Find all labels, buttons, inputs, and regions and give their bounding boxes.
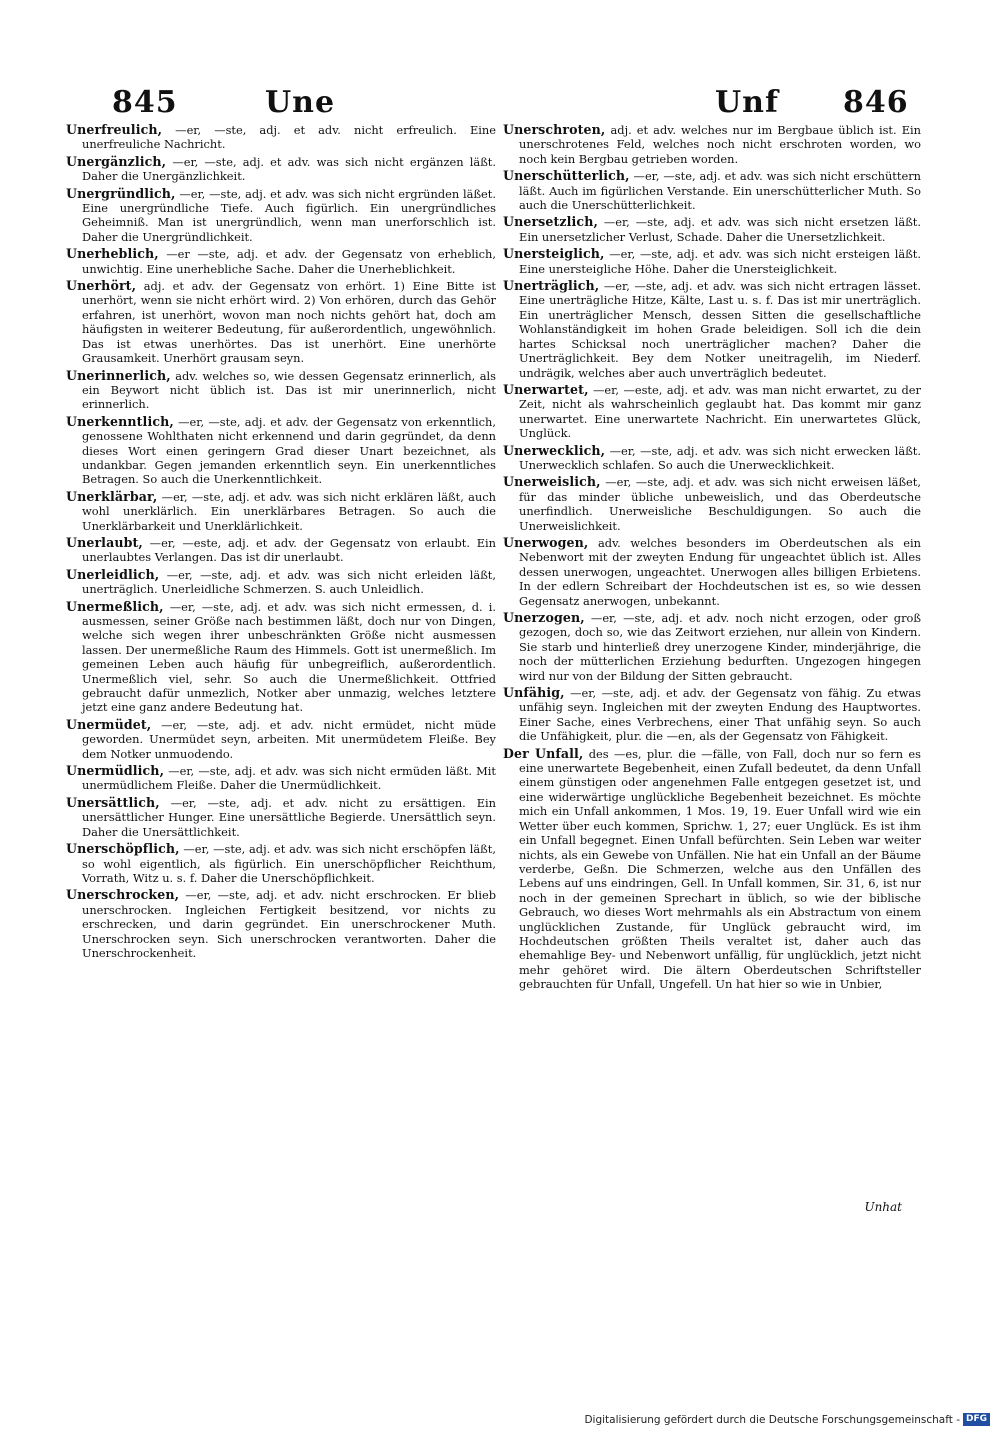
entry-headword: Unermeßlich, xyxy=(66,598,164,614)
page-number-right: 846 xyxy=(843,85,909,120)
entry-headword: Der Unfall, xyxy=(503,745,584,761)
entry-text: —er, —ste, adj. et adv. was sich nicht ersetzen läßt. Ein unersetzlicher Verlust, Schade. Daher die Unersetzlichkeit. xyxy=(519,215,922,244)
dictionary-entry xyxy=(503,747,921,992)
dictionary-entry xyxy=(503,169,921,212)
running-head-right: Unf xyxy=(715,85,779,120)
entry-text: —er, —ste, adj. et adv. was sich nicht ertragen lässet. Eine unerträgliche Hitze, Kälte, Last u. s. f. Das ist mir unerträglich. Ein unerträglicher Mensch, dessen Sitten die gesellschaftliche Wohlanständigkeit im hohen Grade beleidigen. Soll ich die dein hartes Schicksal noch unerträglicher machen? Daher die Unerträglichkeit. Bey dem Notker uneitragelih, im Niederf. undrägik, welches aber auch unverträglich bedeutet. xyxy=(519,279,922,380)
entry-headword: Unersättlich, xyxy=(66,794,160,810)
dictionary-entry xyxy=(503,123,921,166)
dictionary-entry xyxy=(66,888,496,960)
entry-headword: Unermüdlich, xyxy=(66,763,165,779)
entry-text: —er, —este, adj. et adv. der Gegensatz von erlaubt. Ein unerlaubtes Verlangen. Das ist dir unerlaubt. xyxy=(82,535,496,565)
entry-headword: Unerschrocken, xyxy=(66,887,180,903)
entry-text: adj. et adv. welches nur im Bergbaue üblich ist. Ein unerschrotenes Feld, welches noch nicht erschroten worden, wo noch kein Bergbau getrieben worden. xyxy=(519,123,921,166)
entry-headword: Unerwogen, xyxy=(503,534,589,550)
dictionary-entry xyxy=(503,444,921,473)
entry-headword: Unfähig, xyxy=(503,685,565,701)
entry-headword: Unerwartet, xyxy=(503,381,589,397)
dictionary-entry xyxy=(503,247,921,276)
entry-text: adv. welches so, wie dessen Gegensatz erinnerlich, als ein Beywort nicht üblich ist. Das ist mir unerinnerlich, nicht erinnerlich. xyxy=(82,368,497,412)
dictionary-entry xyxy=(66,568,496,597)
dictionary-entry xyxy=(66,796,496,839)
entry-headword: Unerzogen, xyxy=(503,610,585,625)
catchword: Unhat xyxy=(864,1200,902,1214)
dictionary-entry xyxy=(503,215,921,244)
dictionary-entry xyxy=(66,415,496,487)
entry-text: —er, —ste, adj. et adv. was sich nicht ermüden läßt. Mit unermüdlichem Fleiße. Daher die Unermüdlichkeit. xyxy=(82,764,496,793)
dictionary-entry xyxy=(66,369,496,412)
entry-headword: Unergänzlich, xyxy=(66,153,167,169)
entry-headword: Unerweislich, xyxy=(503,474,601,490)
entry-headword: Unerhört, xyxy=(66,278,137,294)
entry-headword: Unermüdet, xyxy=(66,716,152,732)
dictionary-entry xyxy=(66,718,496,761)
dictionary-entry xyxy=(503,536,921,608)
entry-text: —er, —ste, adj. et adv. nicht ermüdet, nicht müde geworden. Unermüdet seyn, arbeiten. Mit unermüdetem Fleiße. Bey dem Notker unmuodendo. xyxy=(82,717,496,761)
entry-text: —er, —ste, adj. et adv. nicht zu ersättigen. Ein unersättlicher Hunger. Eine unersättliche Begierde. Unersättlich seyn. Daher die Unersättlichkeit. xyxy=(82,795,496,839)
entry-headword: Unerwecklich, xyxy=(503,442,606,458)
entry-text: —er, —ste, adj. et adv. was sich nicht erschöpfen läßt, so wohl eigentlich, als figürlich. Ein unerschöpflicher Reichthum, Vorrath, Witz u. s. f. Daher die Unerschöpflichkeit. xyxy=(82,842,496,885)
dictionary-entry xyxy=(66,536,496,565)
entry-headword: Unerträglich, xyxy=(503,278,600,294)
entry-text: adj. et adv. der Gegensatz von erhört. 1) Eine Bitte ist unerhört, wenn sie nicht erhört wird. 2) Von erhören, durch das Gehör erfahren, ist unerhört, wovon man noch nichts gehört hat, doch am häufigsten in weiterer Bedeutung, für außerordentlich, ungewöhnlich. Das ist etwas unerhörtes. Das ist unerhört. Eine unerhörte Grausamkeit. Unerhört grausam seyn. xyxy=(82,279,496,366)
entry-headword: Unerklärbar, xyxy=(66,488,158,504)
entry-headword: Unerkenntlich, xyxy=(66,413,174,429)
footer-text: Digitalisierung gefördert durch die Deutsche Forschungsgemeinschaft - xyxy=(584,1413,960,1426)
dictionary-entry xyxy=(66,600,496,715)
entry-headword: Unerfreulich, xyxy=(66,122,163,137)
dictionary-entry xyxy=(66,187,496,245)
entry-text: des —es, plur. die —fälle, von Fall, doch nur so fern es eine unerwartete Begebenheit, einen Zufall bedeutet, da denn Unfall einem günstigen oder angenehmen Falle entgegen gesetzet ist, und eine widerwärtige unglückliche Begebenheit bezeichnet. Es möchte mich ein Unfall ankommen, 1 Mos. 19, 19. Euer Unfall wird wie ein Wetter über euch kommen, Sprichw. 1, 27; euer Unglück. Es ist ihm ein Unfall begegnet. Einen Unfall befürchten. Sein Leben war weiter nichts, als ein Gewebe von Unfällen. Nie hat ein Unfall an der Bäume verderbe, Geßn. Die Schmerzen, welche aus den Unfällen des Lebens auf uns eindringen, Gell. In Unfall kommen, Sir. 31, 6, ist nur noch in der gemeinen Sprechart in üblich, so wie der biblische Gebrauch, wo dieses Wort mehrmahls als ein Abstractum von einem unglücklichen Zustande, für Unglück gebraucht wird, im Hochdeutschen größten Theils veraltet ist, daher auch das ehemahlige Bey- und Nebenwort unfällig, für unglücklich, jetzt nicht mehr gehöret wird. Die ältern Oberdeutschen Schriftsteller gebrauchten für Unfall, Ungefell. Un hat hier so wie in Unbier, xyxy=(519,746,921,992)
right-column xyxy=(503,123,921,995)
dictionary-entry xyxy=(66,842,496,885)
entry-headword: Unerschütterlich, xyxy=(503,168,630,184)
entry-text: —er, —ste, adj. et adv. nicht erfreulich. Eine unerfreuliche Nachricht. xyxy=(82,123,496,152)
dictionary-entry xyxy=(66,123,496,152)
entry-headword: Unergründlich, xyxy=(66,185,176,201)
entry-text: —er, —ste, adj. et adv. was sich nicht ergänzen läßt. Daher die Unergänzlichkeit. xyxy=(82,154,496,184)
dfg-logo: DFG xyxy=(963,1413,990,1426)
entry-text: —er, —ste, adj. et adv. was sich nicht erklären läßt, auch wohl unerklärlich. Ein unerklärbares Betragen. So auch die Unerklärbarkeit und Unerklärlichkeit. xyxy=(82,489,496,533)
entry-headword: Unersteiglich, xyxy=(503,246,605,262)
page-number-left: 845 xyxy=(112,85,178,120)
dictionary-entry xyxy=(503,475,921,533)
entry-headword: Unerleidlich, xyxy=(66,566,160,582)
entry-text: —er, —ste, adj. et adv. was sich nicht erschüttern läßt. Auch im figürlichen Verstande. Ein unerschütterlicher Muth. So auch die Unerschütterlichkeit. xyxy=(519,169,921,213)
entry-headword: Unerheblich, xyxy=(66,246,159,262)
dictionary-entry xyxy=(503,383,921,441)
entry-text: —er, —ste, adj. et adv. was sich nicht ergründen läßet. Eine unergründliche Tiefe. Auch figürlich. Ein unergründliches Geheimniß. Man ist unergründlich, wenn man unerforschlich ist. Daher die Unergründlichkeit. xyxy=(82,186,496,244)
entry-text: —er, —ste, adj. et adv. was sich nicht erleiden läßt, unerträglich. Unerleidliche Schmerzen. S. auch Unleidlich. xyxy=(82,567,497,597)
dictionary-entry xyxy=(66,247,496,276)
entry-headword: Unersetzlich, xyxy=(503,214,598,230)
dictionary-entry xyxy=(66,279,496,365)
entry-text: —er, —ste, adj. et adv. der Gegensatz von fähig. Zu etwas unfähig seyn. Ingleichen mit der zweyten Endung des Hauptwortes. Einer Sache, eines Verbrechens, einer That unfähig seyn. So auch die Unfähigkeit, plur. die —en, als der Gegensatz von Fähigkeit. xyxy=(519,686,921,744)
entry-text: —er, —ste, adj. et adv. was sich nicht erweisen läßet, für das minder übliche unbeweislich, und das Oberdeutsche unerfindlich. Unerweisliche Beschuldigungen. So auch die Unerweislichkeit. xyxy=(519,475,921,533)
entry-text: —er, —ste, adj. et adv. nicht erschrocken. Er blieb unerschrocken. Ingleichen Fertigkeit besitzend, vor nichts zu erschrecken, und darin gegründet. Ein unerschrockener Muth. Unerschrocken seyn. Sich unerschrocken verantworten. Daher die Unerschrockenheit. xyxy=(82,888,496,960)
entry-text: —er, —ste, adj. et adv. was sich nicht ermessen, d. i. ausmessen, seiner Größe nach bestimmen läßt, doch nur von Dingen, welche sich wegen ihrer unbeschränkten Größe nicht ausmessen lassen. Der unermeßliche Raum des Himmels. Gott ist unermeßlich. Im gemeinen Leben auch häufig für unbegreiflich, außerordentlich. Unermeßlich viel, sehr. So auch die Unermeßlichkeit. Ottfried gebraucht dafür unmezlich, Notker aber unmazig, welches letztere jetzt eine ganz andere Bedeutung hat. xyxy=(82,599,497,715)
dictionary-entry xyxy=(503,611,921,683)
dictionary-entry xyxy=(66,764,496,793)
entry-text: adv. welches besonders im Oberdeutschen als ein Nebenwort mit der zweyten Endung für ungeachtet üblich ist. Alles dessen unerwogen, ungeachtet. Unerwogen alles billigen Erbietens. In der edlern Schreibart der Hochdeutschen ist es, so wie dessen Gegensatz anerwogen, unbekannt. xyxy=(519,535,921,608)
entry-text: —er —ste, adj. et adv. der Gegensatz von erheblich, unwichtig. Eine unerhebliche Sache. Daher die Unerheblichkeit. xyxy=(82,247,497,276)
running-head-left: Une xyxy=(265,85,336,120)
entry-headword: Unerschroten, xyxy=(503,122,606,137)
dictionary-entry xyxy=(503,686,921,744)
digitization-footer xyxy=(584,1413,990,1426)
dictionary-entry xyxy=(66,155,496,184)
entry-text: —er, —ste, adj. et adv. noch nicht erzogen, oder groß gezogen, doch so, wie das Zeitwort erziehen, nur allein von Kindern. Sie starb und hinterließ drey unerzogene Kinder, minderjährige, die noch der mütterlichen Erziehung bedurften. Ungezogen hingegen wird nur von der Bildung der Sitten gebraucht. xyxy=(519,611,921,683)
entry-text: —er, —ste, adj. et adv. was sich nicht ersteigen läßt. Eine unersteigliche Höhe. Daher die Unersteiglichkeit. xyxy=(519,247,921,276)
entry-headword: Unerinnerlich, xyxy=(66,367,171,383)
entry-text: —er, —ste, adj. et adv. was sich nicht erwecken läßt. Unerwecklich schlafen. So auch die Unerwecklichkeit. xyxy=(519,443,921,472)
left-column xyxy=(66,123,496,963)
entry-headword: Unerschöpflich, xyxy=(66,841,180,857)
dictionary-entry xyxy=(503,279,921,380)
entry-text: —er, —este, adj. et adv. was man nicht erwartet, zu der Zeit, nicht als wahrscheinlich geglaubt hat. Das kommt mir ganz unerwartet. Eine unerwartete Nachricht. Ein unerwartetes Glück, Unglück. xyxy=(519,382,921,441)
entry-headword: Unerlaubt, xyxy=(66,534,143,550)
dictionary-entry xyxy=(66,490,496,533)
entry-text: —er, —ste, adj. et adv. der Gegensatz von erkenntlich, genossene Wohlthaten nicht erkennend und darin gegründet, da denn dieses Wort einen geringern Grad dieser Unart bezeichnet, als undankbar. Gegen jemanden erkenntlich seyn. Ein unerkenntliches Betragen. So auch die Unerkenntlichkeit. xyxy=(82,414,496,487)
